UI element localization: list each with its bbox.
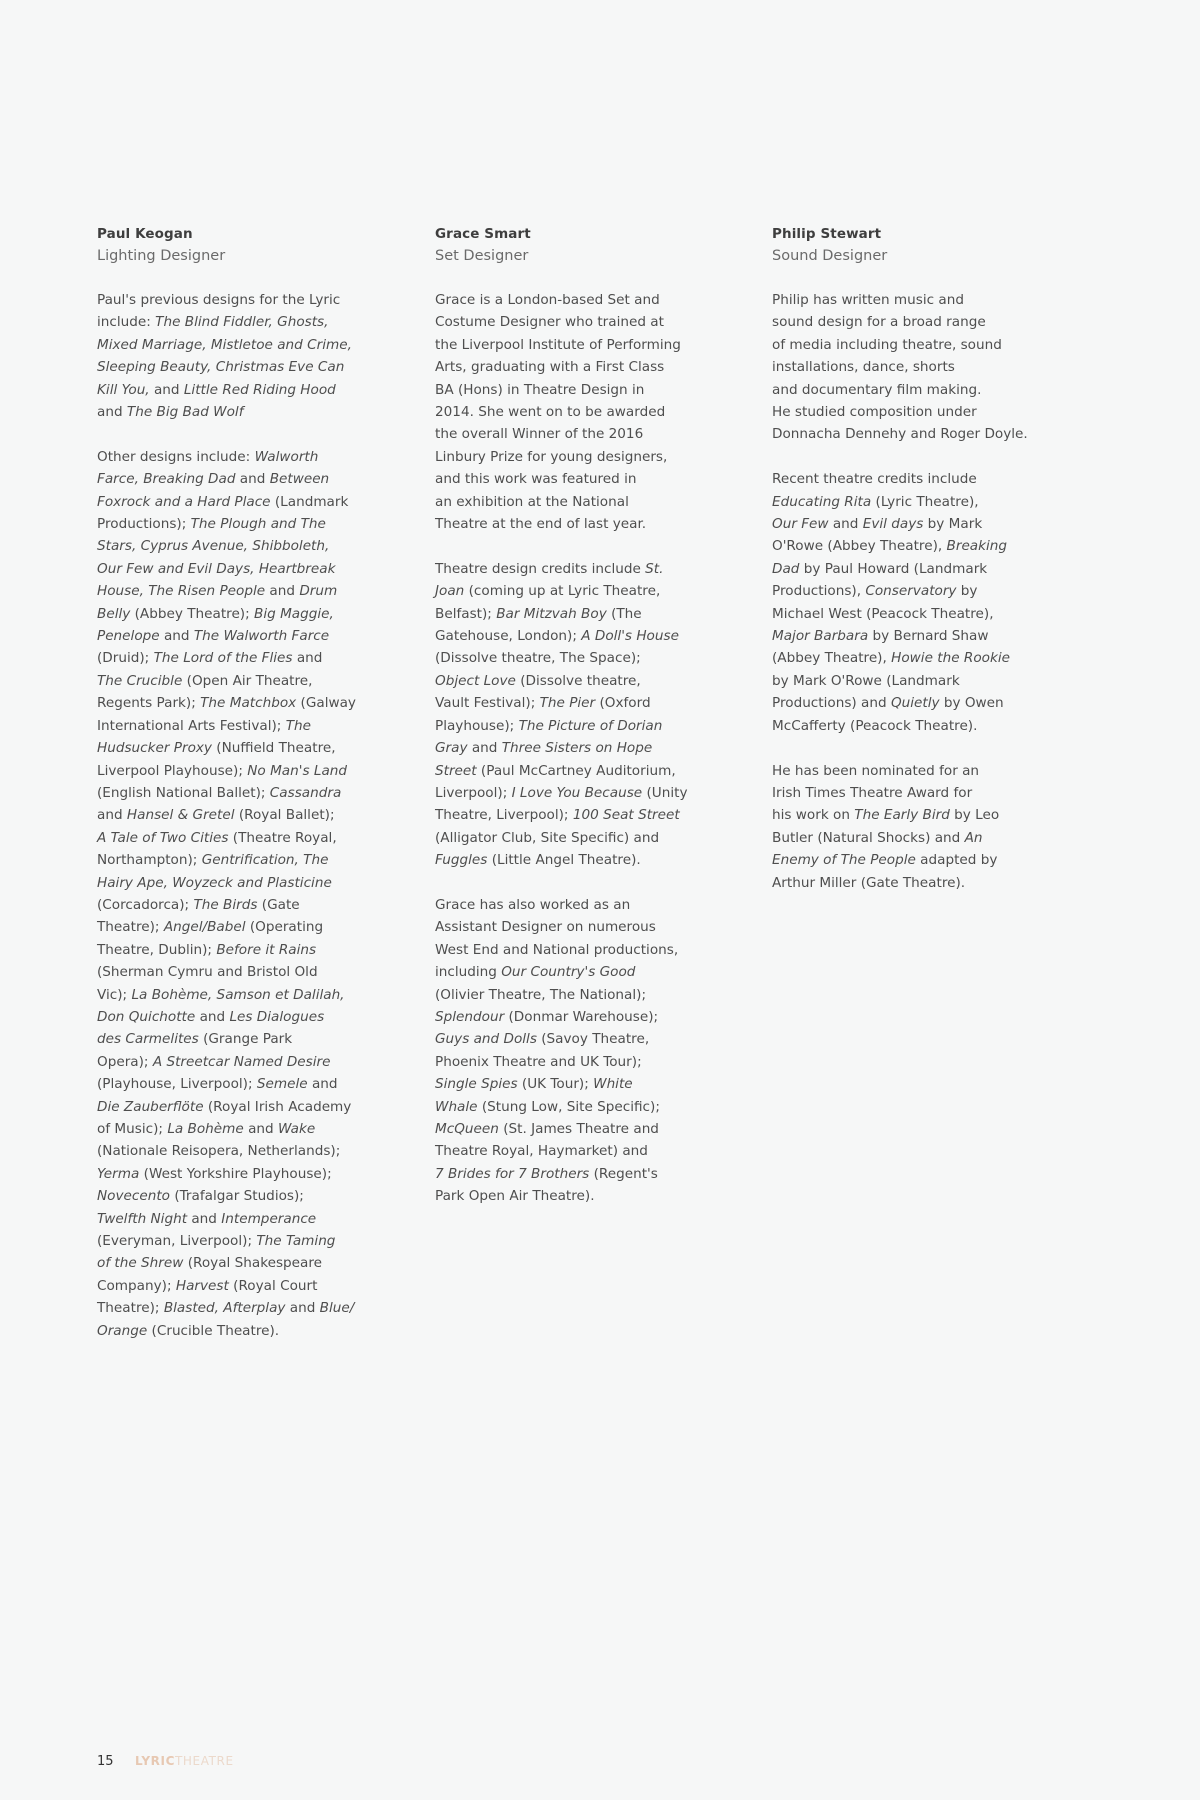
bio-line: Die Zauberflöte (Royal Irish Academy [97, 1098, 352, 1115]
bio-line: Penelope and The Walworth Farce [97, 628, 330, 645]
bio-line: (Playhouse, Liverpool); Semele and [97, 1076, 338, 1093]
bio-line: Yerma (West Yorkshire Playhouse); [97, 1165, 332, 1182]
bio-line: his work on The Early Bird by Leo [772, 807, 1000, 824]
bio-line: Gatehouse, London); A Doll's House [435, 628, 679, 645]
bio-paragraph [435, 558, 755, 872]
bio-line: (Druid); The Lord of the Flies and [97, 650, 323, 667]
bio-line: He studied composition under [772, 404, 977, 421]
bio-line: BA (Hons) in Theatre Design in [435, 381, 645, 398]
bio-line: Company); Harvest (Royal Court [97, 1277, 318, 1294]
bio-line: Street (Paul McCartney Auditorium, [435, 762, 676, 779]
bio-line: Belly (Abbey Theatre); Big Maggie, [97, 605, 334, 622]
bio-paragraph [97, 446, 417, 1342]
bio-line: Opera); A Streetcar Named Desire [97, 1053, 331, 1070]
bio-line: Linbury Prize for young designers, [435, 448, 668, 465]
bio-line: des Carmelites (Grange Park [97, 1031, 293, 1048]
bio-body [435, 289, 755, 1208]
bio-line: Paul's previous designs for the Lyric [97, 292, 341, 308]
bio-line: 2014. She went on to be awarded [435, 404, 666, 421]
bio-line: including Our Country's Good [435, 964, 636, 981]
bio-line: Fuggles (Little Angel Theatre). [435, 852, 641, 869]
bio-line: Theatre); Blasted, Afterplay and Blue/ [97, 1300, 355, 1317]
bio-paragraph [435, 894, 755, 1208]
bio-line: Playhouse); The Picture of Dorian [435, 717, 663, 734]
bio-line: (Alligator Club, Site Specific) and [435, 829, 660, 846]
bio-line: Novecento (Trafalgar Studios); [97, 1188, 304, 1205]
bio-line: Sleeping Beauty, Christmas Eve Can [97, 359, 345, 376]
bio-line: by Mark O'Rowe (Landmark [772, 672, 960, 689]
bio-line: Recent theatre credits include [772, 471, 977, 488]
bio-line: Productions) and Quietly by Owen [772, 695, 1004, 712]
bio-line: Dad by Paul Howard (Landmark [772, 560, 988, 577]
bio-line: Vic); La Bohème, Samson et Dalilah, [97, 986, 345, 1003]
bio-line: Whale (Stung Low, Site Specific); [435, 1098, 660, 1115]
bio-line: Butler (Natural Shocks) and An [772, 829, 983, 846]
bio-line: Orange (Crucible Theatre). [97, 1322, 280, 1339]
bio-line: Object Love (Dissolve theatre, [435, 672, 641, 689]
bio-line: Major Barbara by Bernard Shaw [772, 628, 989, 645]
bio-paragraph [772, 468, 1092, 737]
page-footer [97, 1754, 234, 1774]
bio-line: O'Rowe (Abbey Theatre), Breaking [772, 538, 1008, 555]
bio-line: Enemy of The People adapted by [772, 852, 998, 869]
bio-column-paul-keogan [97, 223, 417, 1364]
bio-line: Foxrock and a Hard Place (Landmark [97, 493, 349, 510]
bio-line: of the Shrew (Royal Shakespeare [97, 1255, 323, 1272]
bio-line: (Abbey Theatre), Howie the Rookie [772, 650, 1010, 667]
bio-line: installations, dance, shorts [772, 359, 955, 376]
bio-line: Joan (coming up at Lyric Theatre, [435, 583, 661, 600]
bio-line: include: The Blind Fiddler, Ghosts, [97, 314, 329, 331]
bio-line: Gray and Three Sisters on Hope [435, 740, 653, 757]
bio-line: (Nationale Reisopera, Netherlands); [97, 1143, 341, 1160]
bio-line: Michael West (Peacock Theatre), [772, 605, 994, 622]
bio-line: Kill You, and Little Red Riding Hood [97, 381, 336, 398]
bio-line: Philip has written music and [772, 292, 964, 308]
bio-body [97, 289, 417, 1342]
bio-name: Paul Keogan [97, 226, 193, 242]
bio-line: Theatre at the end of last year. [435, 516, 647, 533]
bio-line: House, The Risen People and Drum [97, 583, 338, 600]
bio-line: Arthur Miller (Gate Theatre). [772, 874, 966, 891]
bio-line: McQueen (St. James Theatre and [435, 1121, 659, 1137]
bio-line: Productions); The Plough and The [97, 516, 326, 533]
bio-line: A Tale of Two Cities (Theatre Royal, [97, 829, 337, 846]
bio-line: Theatre design credits include St. [435, 560, 664, 577]
bio-line: Donnacha Dennehy and Roger Doyle. [772, 426, 1028, 443]
bio-line: Phoenix Theatre and UK Tour); [435, 1053, 642, 1070]
bio-line: Guys and Dolls (Savoy Theatre, [435, 1031, 650, 1048]
bio-line: 7 Brides for 7 Brothers (Regent's [435, 1165, 658, 1182]
bio-line: Park Open Air Theatre). [435, 1188, 595, 1205]
bio-line: Theatre, Liverpool); 100 Seat Street [435, 807, 680, 824]
bio-line: Costume Designer who trained at [435, 314, 664, 331]
bio-line: Other designs include: Walworth [97, 448, 319, 465]
bio-role: Lighting Designer [97, 248, 226, 264]
bio-role: Set Designer [435, 248, 529, 264]
brand-lyric: LYRIC [135, 1754, 175, 1768]
bio-line: and this work was featured in [435, 471, 637, 488]
bio-column-philip-stewart [772, 223, 1092, 916]
bio-line: Educating Rita (Lyric Theatre), [772, 493, 979, 510]
page-number: 15 [97, 1754, 114, 1769]
bio-line: Theatre, Dublin); Before it Rains [97, 941, 317, 958]
bio-line: (Dissolve theatre, The Space); [435, 650, 641, 667]
bio-line: Mixed Marriage, Mistletoe and Crime, [97, 336, 352, 353]
brand-theatre: THEATRE [174, 1754, 234, 1768]
bio-line: Hudsucker Proxy (Nuffield Theatre, [97, 740, 336, 757]
bio-line: and The Big Bad Wolf [97, 404, 244, 421]
bio-line: Liverpool); I Love You Because (Unity [435, 784, 688, 801]
bio-line: Assistant Designer on numerous [435, 919, 656, 936]
bio-line: of media including theatre, sound [772, 336, 1002, 353]
bio-line: (English National Ballet); Cassandra [97, 784, 342, 801]
bio-line: He has been nominated for an [772, 762, 980, 779]
bio-line: (Sherman Cymru and Bristol Old [97, 964, 318, 981]
bio-paragraph [772, 760, 1092, 894]
bio-line: International Arts Festival); The [97, 717, 311, 734]
bio-line: of Music); La Bohème and Wake [97, 1121, 316, 1138]
bio-line: (Corcadorca); The Birds (Gate [97, 896, 300, 913]
bio-line: and documentary film making. [772, 381, 982, 398]
bio-line: Irish Times Theatre Award for [772, 784, 973, 801]
bio-line: Don Quichotte and Les Dialogues [97, 1008, 325, 1025]
bio-line: Grace has also worked as an [435, 896, 631, 913]
bio-line: (Everyman, Liverpool); The Taming [97, 1233, 336, 1250]
bio-line: an exhibition at the National [435, 493, 629, 510]
bio-line: and Hansel & Gretel (Royal Ballet); [97, 807, 335, 824]
bio-line: Stars, Cyprus Avenue, Shibboleth, [97, 538, 330, 555]
bio-line: sound design for a broad range [772, 314, 986, 331]
bio-line: Productions), Conservatory by [772, 583, 978, 600]
bio-line: Theatre); Angel/Babel (Operating [97, 919, 324, 936]
bio-line: Vault Festival); The Pier (Oxford [435, 695, 651, 712]
bio-line: Theatre Royal, Haymarket) and [435, 1143, 648, 1160]
bio-line: Our Few and Evil Days, Heartbreak [97, 560, 336, 577]
bio-line: Twelfth Night and Intemperance [97, 1210, 317, 1227]
bio-paragraph [435, 289, 755, 535]
bio-body [772, 289, 1092, 894]
bio-line: Grace is a London-based Set and [435, 292, 660, 308]
bio-line: (Olivier Theatre, The National); [435, 986, 647, 1003]
bio-paragraph [97, 289, 417, 423]
bio-paragraph [772, 289, 1092, 446]
bio-line: Arts, graduating with a First Class [435, 359, 665, 376]
bio-line: Farce, Breaking Dad and Between [97, 471, 330, 488]
bio-line: Splendour (Donmar Warehouse); [435, 1008, 659, 1025]
bio-line: Northampton); Gentrification, The [97, 852, 329, 869]
bio-column-grace-smart [435, 223, 755, 1230]
bio-line: Single Spies (UK Tour); White [435, 1076, 633, 1093]
bio-line: Our Few and Evil days by Mark [772, 516, 983, 533]
bio-line: McCafferty (Peacock Theatre). [772, 717, 978, 734]
bio-name: Grace Smart [435, 226, 531, 242]
bio-line: the overall Winner of the 2016 [435, 426, 644, 443]
bio-line: Regents Park); The Matchbox (Galway [97, 695, 356, 712]
bio-role: Sound Designer [772, 248, 888, 264]
bio-line: West End and National productions, [435, 941, 679, 958]
bio-line: Hairy Ape, Woyzeck and Plasticine [97, 874, 332, 891]
bio-line: the Liverpool Institute of Performing [435, 336, 681, 353]
bio-line: The Crucible (Open Air Theatre, [97, 672, 313, 689]
bio-name: Philip Stewart [772, 226, 882, 242]
bio-line: Belfast); Bar Mitzvah Boy (The [435, 605, 642, 622]
bio-line: Liverpool Playhouse); No Man's Land [97, 762, 348, 779]
